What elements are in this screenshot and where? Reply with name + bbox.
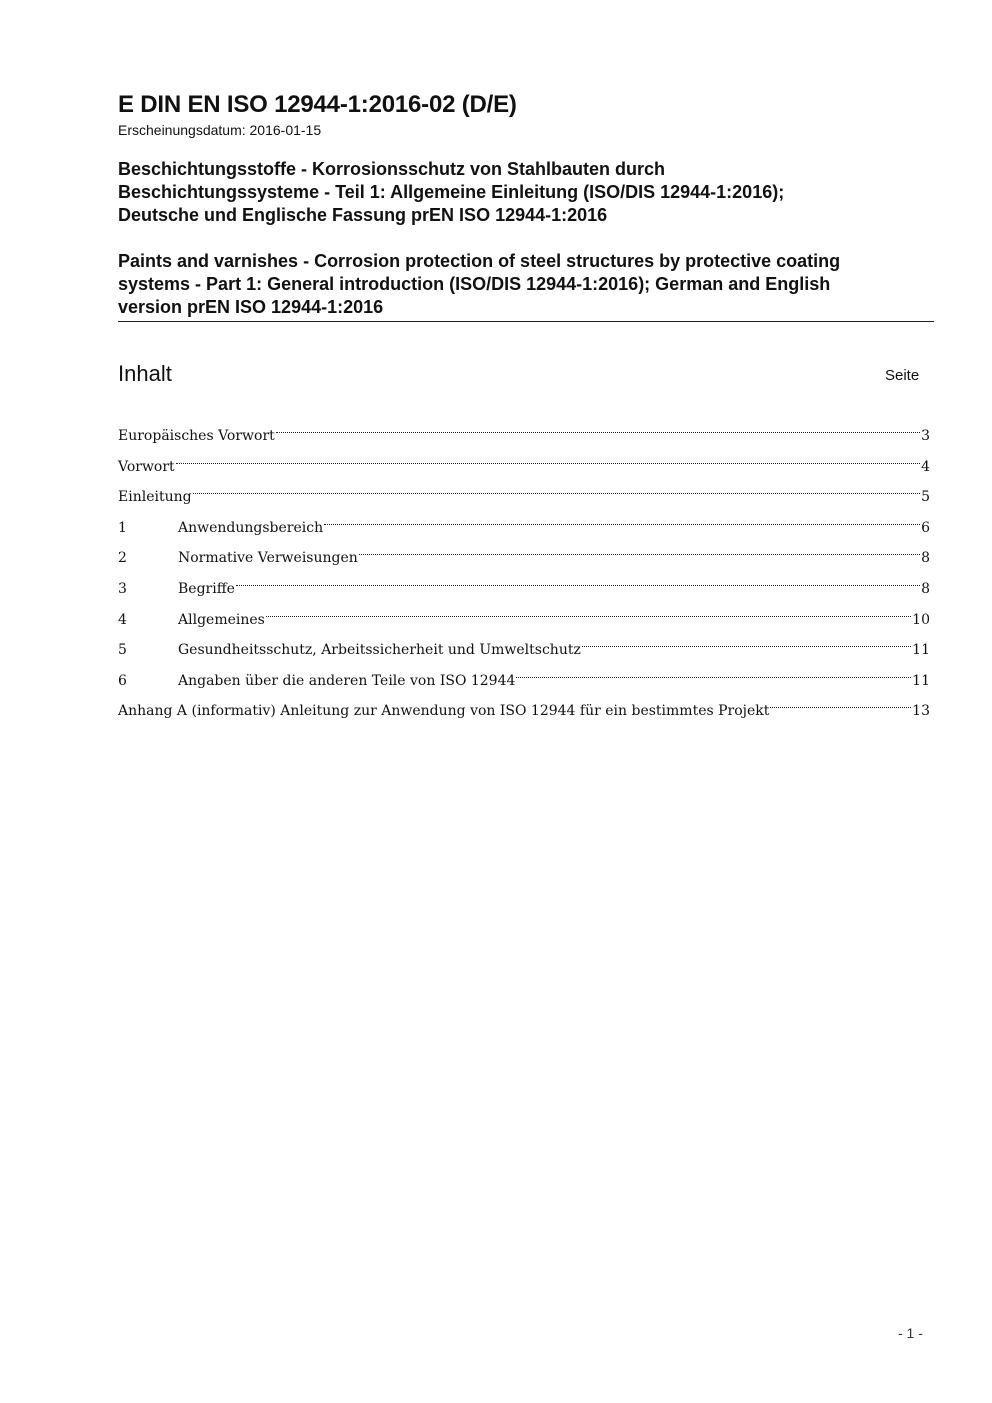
- footer-page-number: - 1 -: [898, 1325, 923, 1341]
- toc-entry-title[interactable]: Anhang A (informativ) Anleitung zur Anwendung von ISO 12944 für ein bestimmtes Projekt: [118, 703, 770, 720]
- title-german: [118, 158, 934, 227]
- toc-entry-page[interactable]: 3: [921, 428, 930, 444]
- toc-entry-number: 2: [118, 550, 127, 567]
- toc-leader-dots: [770, 689, 911, 715]
- toc-entry[interactable]: [118, 536, 930, 567]
- toc-entry[interactable]: [118, 628, 930, 659]
- toc-leader-dots: [236, 567, 920, 593]
- toc-entry-title[interactable]: Anwendungsbereich: [178, 519, 324, 536]
- title-english-line: version prEN ISO 12944-1:2016: [118, 297, 384, 317]
- toc-entry-number: 6: [118, 672, 127, 689]
- toc-leader-dots: [582, 628, 911, 654]
- toc-leader-dots: [516, 659, 911, 685]
- toc-leader-dots: [359, 536, 920, 562]
- table-of-contents: [118, 414, 930, 720]
- title-english: [118, 250, 934, 319]
- toc-entry-page[interactable]: 5: [921, 489, 930, 506]
- toc-entry-title[interactable]: Begriffe: [178, 580, 235, 597]
- toc-entry-page[interactable]: 6: [921, 519, 930, 536]
- toc-entry-page[interactable]: 11: [912, 672, 930, 689]
- toc-entry-page[interactable]: 11: [912, 642, 930, 659]
- toc-entry-title[interactable]: Normative Verweisungen: [178, 550, 358, 567]
- toc-entry[interactable]: [118, 475, 930, 506]
- toc-entry-title[interactable]: Gesundheitsschutz, Arbeitssicherheit und Umweltschutz: [178, 642, 581, 659]
- toc-entry-title[interactable]: Vorwort: [118, 458, 175, 475]
- toc-entry-page[interactable]: 4: [921, 458, 930, 475]
- toc-leader-dots: [324, 506, 920, 532]
- toc-entry-page[interactable]: 8: [921, 580, 930, 597]
- toc-entry[interactable]: [118, 506, 930, 537]
- toc-entry-title[interactable]: Einleitung: [118, 489, 192, 506]
- toc-entry[interactable]: [118, 445, 930, 476]
- toc-entry-number: 3: [118, 580, 127, 597]
- toc-entry[interactable]: [118, 598, 930, 629]
- toc-entry-page[interactable]: 13: [912, 703, 930, 720]
- toc-entry[interactable]: [118, 659, 930, 690]
- toc-leader-dots: [266, 598, 911, 624]
- toc-entry-title[interactable]: Allgemeines: [178, 611, 265, 628]
- toc-heading: Inhalt: [118, 361, 172, 386]
- title-german-line: Beschichtungssysteme - Teil 1: Allgemeine Einleitung (ISO/DIS 12944-1:2016);: [118, 182, 785, 202]
- title-english-line: Paints and varnishes - Corrosion protection of steel structures by protective coating: [118, 251, 841, 271]
- toc-entry-title[interactable]: Europäisches Vorwort: [118, 428, 275, 444]
- toc-leader-dots: [276, 414, 920, 440]
- toc-entry[interactable]: [118, 567, 930, 598]
- toc-leader-dots: [193, 475, 921, 501]
- toc-entry[interactable]: [118, 414, 930, 445]
- toc-entry-number: 4: [118, 611, 127, 628]
- toc-entry-page[interactable]: 8: [921, 550, 930, 567]
- toc-entry[interactable]: [118, 689, 930, 720]
- toc-entry-page[interactable]: 10: [912, 611, 930, 628]
- toc-leader-dots: [176, 445, 920, 471]
- title-german-line: Beschichtungsstoffe - Korrosionsschutz von Stahlbauten durch: [118, 159, 666, 179]
- title-german-line: Deutsche und Englische Fassung prEN ISO 12944-1:2016: [118, 205, 608, 225]
- toc-entry-number: 5: [118, 642, 127, 659]
- document-id: E DIN EN ISO 12944-1:2016-02 (D/E): [118, 91, 517, 118]
- toc-entry-number: 1: [118, 519, 127, 536]
- title-english-line: systems - Part 1: General introduction (ISO/DIS 12944-1:2016); German and English: [118, 274, 831, 294]
- toc-page-column-label: Seite: [885, 367, 920, 384]
- toc-entry-title[interactable]: Angaben über die anderen Teile von ISO 12944: [178, 672, 516, 689]
- title-divider: [118, 321, 934, 322]
- publication-date: Erscheinungsdatum: 2016-01-15: [118, 122, 322, 138]
